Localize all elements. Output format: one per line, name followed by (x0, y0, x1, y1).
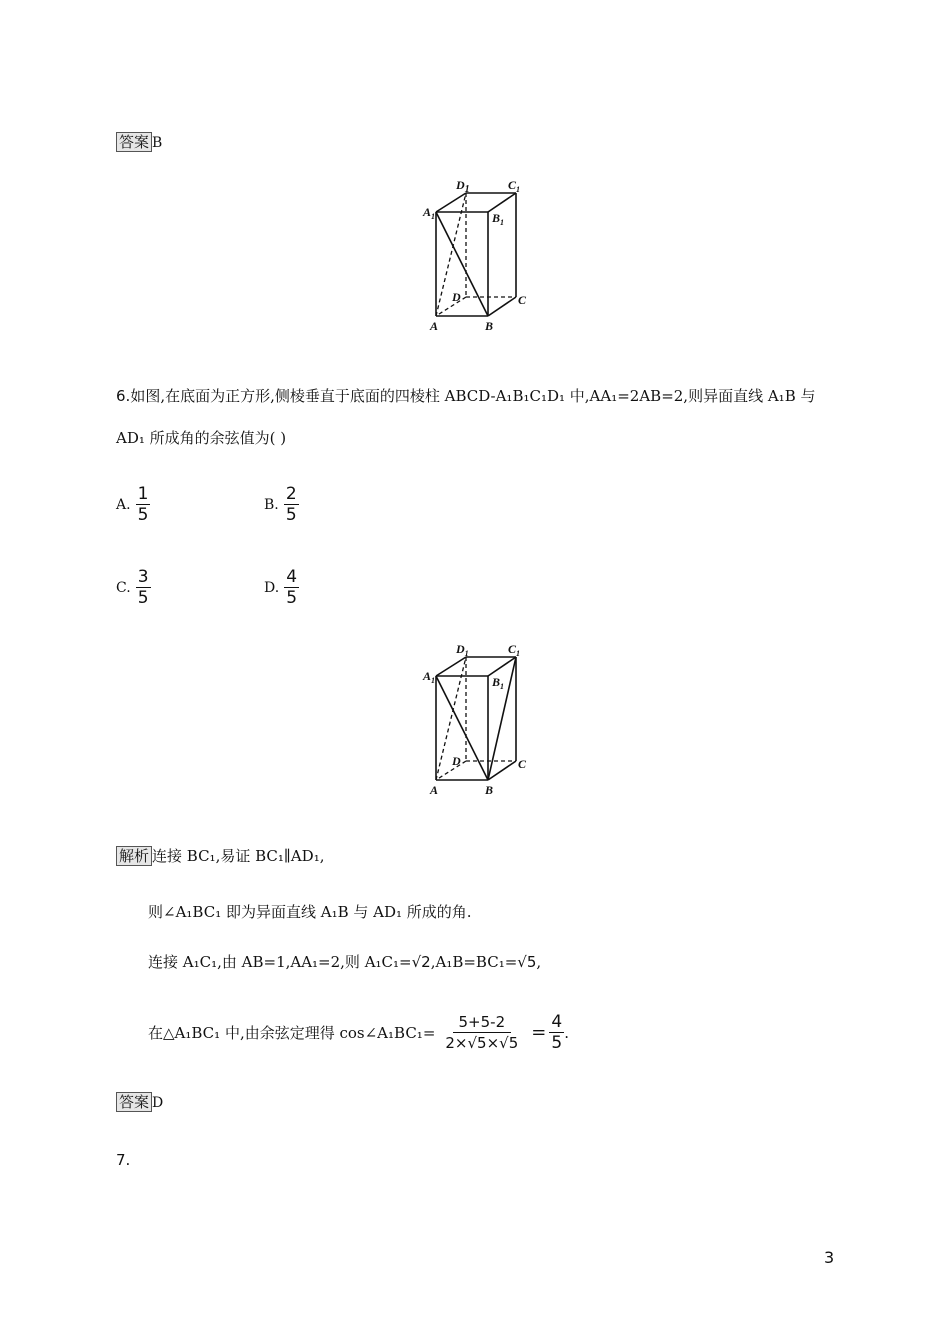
question-6-line-2: AD₁ 所成角的余弦值为( ) (116, 429, 287, 447)
answer-block-2 (116, 1092, 163, 1113)
svg-text:A: A (430, 783, 439, 797)
question-6-line-1 (116, 386, 815, 406)
option-b[interactable]: B. $\frac{2}{5}$ (264, 484, 297, 525)
option-a[interactable]: A. $\frac{1}{5}$ (116, 484, 149, 525)
label-D1: $D_1$ (456, 178, 470, 195)
analysis-line-1: 解析 连接 BC₁,易证 BC₁∥AD₁, (116, 846, 324, 866)
svg-text:A1: $A_1$ (423, 669, 436, 685)
edge-BC (488, 297, 516, 316)
edge-A1D1 (436, 193, 466, 212)
svg-text:D1: $D_1$ (456, 642, 469, 658)
question-number: 6. (116, 387, 131, 405)
analysis-line-2: 则∠A₁BC₁ 即为异面直线 A₁B 与 AD₁ 所成的角. (148, 903, 472, 921)
label-B: B (485, 319, 494, 333)
diagonal-A1B (436, 212, 488, 316)
answer-label: 答案 (116, 132, 152, 152)
answer-value: D (152, 1095, 164, 1111)
page-number: 3 (824, 1248, 835, 1267)
answer-label: 答案 (116, 1092, 152, 1112)
question-7-number: 7. (116, 1151, 131, 1169)
label-D: D (452, 290, 461, 304)
svg-text:B: B (485, 783, 494, 797)
cosine-fraction: $\frac{5+5-2}{2\times√5\times√5}$ (445, 1013, 519, 1052)
diagonal-A1B (436, 676, 488, 780)
svg-text:C1: $C_1$ (508, 642, 521, 658)
label-C: C (518, 293, 527, 307)
answer-value: B (152, 135, 163, 151)
analysis-label: 解析 (116, 846, 152, 866)
svg-text:B1: $B_1$ (492, 675, 505, 691)
option-c[interactable]: C. $\frac{3}{5}$ (116, 567, 149, 608)
svg-text:D: D (452, 754, 461, 768)
label-A: A (430, 319, 439, 333)
label-C1: $C_1$ (508, 178, 521, 194)
question-text: 如图,在底面为正方形,侧棱垂直于底面的四棱柱 ABCD-A₁B₁C₁D₁ 中,AA₁=2AB=2,则异面直线 A₁B 与 (130, 387, 816, 405)
result-fraction: $\frac{4}{5}$ (551, 1012, 563, 1053)
prism-figure-2 (418, 640, 538, 800)
analysis-line-3: 连接 A₁C₁,由 AB=1,AA₁=2,则 A₁C₁=√2,A₁B=BC₁=√5, (148, 953, 542, 971)
answer-block-1 (116, 132, 162, 153)
svg-text:C: C (518, 757, 527, 771)
edge-C1B1 (488, 193, 516, 212)
prism-figure-1 (418, 176, 538, 336)
label-A1: $A_1$ (423, 205, 436, 221)
option-d[interactable]: D. $\frac{4}{5}$ (264, 567, 298, 608)
label-B1: $B_1$ (492, 211, 505, 227)
analysis-line-4: 在△A₁BC₁ 中,由余弦定理得 cos∠A₁BC₁= $\frac{5+5-2}{2\times√5\times√5}$ = $\frac{4}{5}$ . (148, 1012, 569, 1053)
